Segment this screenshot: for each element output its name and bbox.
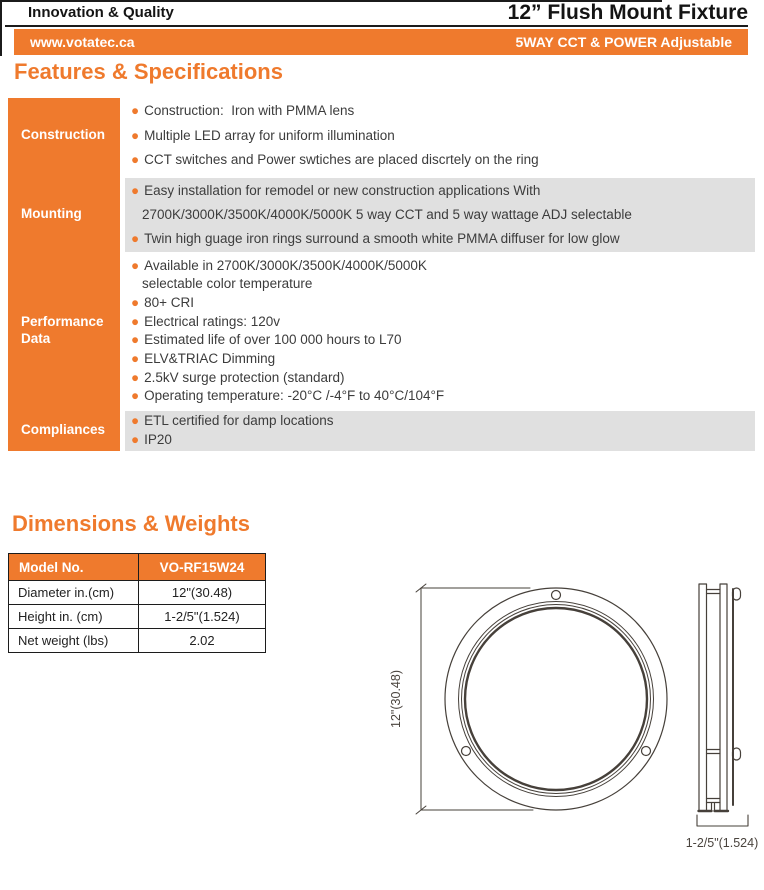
feature-item: ● Easy installation for remodel or new construction applications With 2700K/3000K/3500K/4000K/5000K 5 way CCT and 5 way wattage ADJ selectable: [131, 179, 747, 227]
row-content: [125, 411, 755, 450]
front-view-drawing: [445, 588, 667, 810]
brand-tagline: Innovation & Quality: [28, 4, 174, 21]
feature-item: ● CCT switches and Power swtiches are placed discrtely on the ring: [131, 152, 539, 167]
feature-item: ● 2.5kV surge protection (standard): [131, 369, 345, 385]
table-row: [9, 629, 266, 653]
bullet-icon: ●: [131, 388, 140, 404]
bullet-icon: ●: [131, 332, 140, 348]
feature-item-continuation: 2700K/3000K/3500K/4000K/5000K 5 way CCT and 5 way wattage ADJ selectable: [142, 206, 632, 222]
bullet-icon: ●: [131, 413, 140, 429]
bullet-icon: ●: [131, 294, 140, 310]
website-text: www.votatec.ca: [30, 34, 135, 50]
model-no-value-header: VO-RF15W24: [139, 554, 266, 581]
header-divider-rule: [5, 25, 748, 27]
bullet-icon: ●: [131, 431, 140, 447]
screw-hole-icon: [642, 747, 651, 756]
model-no-header: Model No.: [9, 554, 139, 581]
bullet-icon: ●: [131, 230, 140, 246]
row-value-cell: 2.02: [139, 629, 266, 653]
feature-item: ● Twin high guage iron rings surround a smooth white PMMA diffuser for low glow: [131, 230, 620, 246]
row-label: Construction: [21, 127, 105, 143]
row-label-cell: Height in. (cm): [9, 605, 139, 629]
dimensions-heading: Dimensions & Weights: [12, 511, 250, 536]
bullet-icon: ●: [131, 127, 140, 143]
row-value-cell: 1-2/5"(1.524): [139, 605, 266, 629]
bullet-icon: ●: [131, 152, 140, 167]
side-view-drawing: [699, 584, 741, 811]
screw-hole-icon: [462, 747, 471, 756]
feature-item: ● Multiple LED array for uniform illumination: [131, 127, 395, 143]
feature-item-continuation: selectable color temperature: [142, 276, 313, 292]
row-content: [125, 256, 755, 408]
bullet-icon: ●: [131, 369, 140, 385]
table-header-row: [9, 554, 266, 581]
row-content: [125, 178, 755, 252]
feature-item: ● ELV&TRIAC Dimming: [131, 351, 276, 367]
feature-item: ● 80+ CRI: [131, 294, 195, 310]
feature-item: ● Available in 2700K/3000K/3500K/4000K/5000K selectable color temperature: [131, 257, 747, 294]
row-label-cell: Diameter in.(cm): [9, 581, 139, 605]
feature-row-performance-data: [8, 256, 755, 408]
feature-item: ● Estimated life of over 100 000 hours to L70: [131, 332, 402, 348]
feature-item: ● Electrical ratings: 120v: [131, 313, 280, 329]
table-row: [9, 605, 266, 629]
feature-item: ● Operating temperature: -20°C /-4°F to 40°C/104°F: [131, 388, 445, 404]
features-table: [8, 98, 755, 451]
diameter-dimension-label: 12"(30.48): [389, 670, 403, 728]
height-dimension-lines: [697, 815, 748, 826]
feature-item: ● IP20: [131, 431, 172, 447]
table-row: [9, 581, 266, 605]
row-label: Mounting: [21, 206, 82, 222]
bullet-icon: ●: [131, 351, 140, 367]
feature-row-mounting: [8, 178, 755, 252]
feature-item: ● ETL certified for damp locations: [131, 413, 334, 429]
height-dimension-label: 1-2/5"(1.524): [685, 836, 759, 850]
bullet-icon: ●: [131, 257, 140, 273]
screw-hole-icon: [552, 591, 561, 600]
row-label-cell: Net weight (lbs): [9, 629, 139, 653]
bullet-icon: ●: [131, 313, 140, 329]
bullet-icon: ●: [131, 182, 140, 198]
page-title: 12” Flush Mount Fixture: [507, 1, 748, 24]
features-heading: Features & Specifications: [14, 59, 283, 84]
feature-row-compliances: [8, 411, 755, 450]
feature-row-construction: [8, 98, 755, 174]
feature-item: ● Construction: Iron with PMMA lens: [131, 103, 355, 118]
product-subtitle: 5WAY CCT & POWER Adjustable: [515, 34, 732, 50]
row-label: Performance Data: [21, 314, 104, 347]
row-value-cell: 12"(30.48): [139, 581, 266, 605]
row-label: Compliances: [21, 422, 106, 438]
row-content: [125, 98, 755, 174]
fixture-technical-drawing: [380, 553, 764, 883]
bullet-icon: ●: [131, 103, 140, 118]
header-orange-bar: [14, 29, 748, 55]
left-edge-rule: [0, 0, 2, 56]
dimensions-table: [8, 553, 266, 653]
